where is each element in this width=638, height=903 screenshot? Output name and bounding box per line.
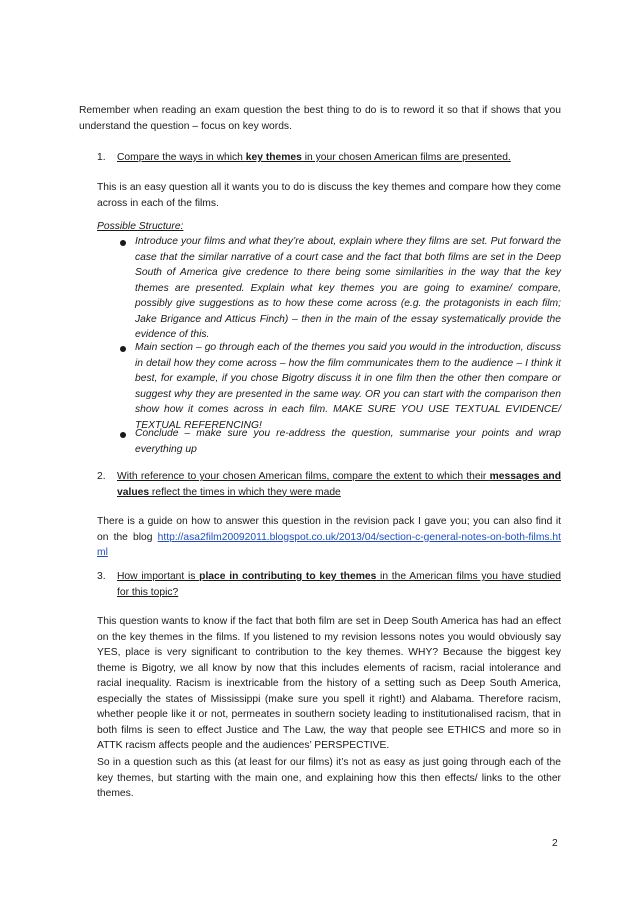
question-3-text-pre: How important is [117,571,200,582]
bullet-2-marker [120,346,126,352]
question-2-text-bold: messages and values [117,471,561,498]
question-2-text-post: reflect the times in which they were made [149,486,341,498]
question-2-text-pre: With reference to your chosen American films, compare the extent to which their [117,471,490,482]
bullet-1-marker [120,240,126,246]
structure-bullet-introduction: Introduce your films and what they’re about, explain where they films are set. Put forward the case that the similar narrative of a court case and the fact that both films are set in the Deep South of America give credence to there being some similarities in the way that the key themes are presented. Explain what key themes you are going to examine/ compare, possibly give suggestions as to how these come across (e.g. the protagonists in each film; Jake Brigance and Atticus Finch) – then in the main of the essay systematically provide the evidence of this. [135,236,561,340]
question-1-text-post: in your chosen American films are presented. [301,152,511,163]
bullet-3-marker [120,432,126,438]
intro-paragraph: Remember when reading an exam question the best thing to do is to reword it so that if shows that you understand the question – focus on key words. [79,105,561,132]
question-2-number: 2. [97,471,106,482]
structure-bullet-conclusion: Conclude – make sure you re-address the question, summarise your points and wrap everything up [135,428,561,455]
question-2-guide-text: There is a guide on how to answer this question in the revision pack I gave you; you can also find it on the blog [97,516,561,543]
page-number: 2 [552,838,558,849]
question-1-number: 1. [97,152,106,163]
blog-link[interactable]: http://asa2film20092011.blogspot.co.uk/2013/04/section-c-general-notes-on-both-films.html [97,531,561,558]
structure-bullet-main-section: Main section – go through each of the themes you said you would in the introduction, discuss in detail how they come across – how the film communicates them to the audience – I think it best, for example, if you chose Bigotry discuss it in one film then the other then compare or suggest why they are presented in the same way. OR you can start with the comparison then show how it comes across in each film. MAKE SURE YOU USE TEXTUAL EVIDENCE/ TEXTUAL REFERENCING! [135,342,561,431]
question-1-explanation: This is an easy question all it wants you to do is discuss the key themes and compare how they come across in each of the films. [97,182,561,209]
question-2-heading [117,469,561,500]
question-3-heading [117,569,561,600]
question-3-text-bold: place in contributing to key themes [199,571,377,582]
question-3-number: 3. [97,571,106,582]
question-1-text-pre: Compare the ways in which [117,152,246,163]
question-3-explanation: This question wants to know if the fact that both film are set in Deep South America has had an effect on the key themes in the films. If you listened to my revision lessons notes you would obviously say YES, place is very significant to contribution to the key themes. WHY? Because the biggest key theme is Bigotry, we all know by now that this includes elements of racism, racial intolerance and racial inequality. Racism is inextricable from the history of a setting such as Deep South America, especially the states of Mississippi (make sure you spell it right!) and Alabama. Therefore racism, whether people like it or not, permeates in southern society leading to institutionalised racism, that in both films is seen to effect Justice and The Law, the way that people see ETHICS and more so in ATTK racism affects people and the audiences’ PERSPECTIVE. [97,616,561,751]
question-1-heading [117,150,561,166]
possible-structure-label: Possible Structure: [97,221,184,232]
question-2-explanation [97,514,561,561]
question-3-text-post: in the American films you have studied for this topic? [117,571,561,598]
question-1-text-bold: key themes [245,152,302,163]
question-3-summary: So in a question such as this (at least for our films) it’s not as easy as just going through each of the key themes, but starting with the main one, and explaining how this then effects/ links to the other themes. [97,757,561,799]
